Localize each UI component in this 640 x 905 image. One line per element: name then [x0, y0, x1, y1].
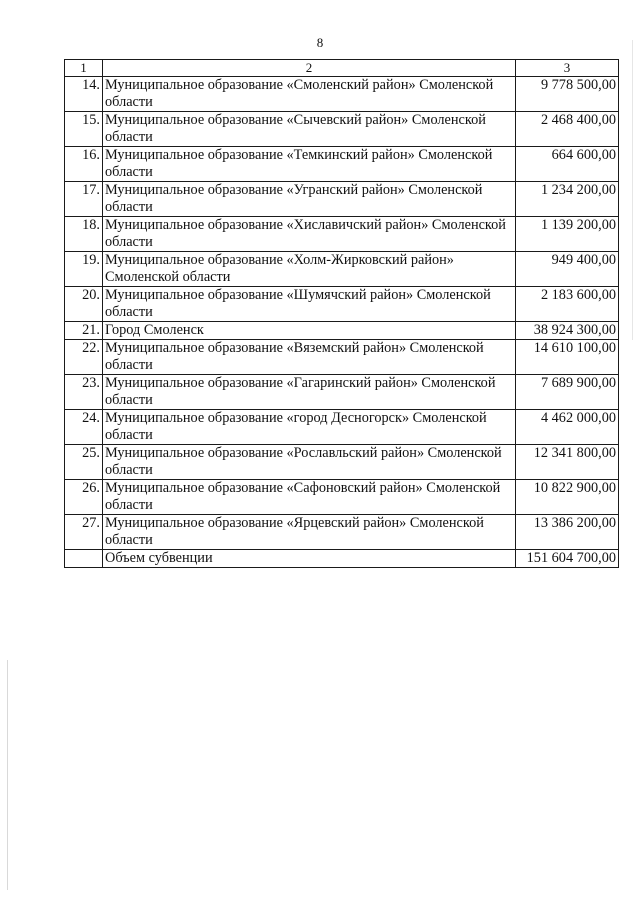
table-row	[65, 480, 619, 515]
table-row	[65, 445, 619, 480]
row-number: 21.	[65, 322, 103, 340]
row-municipality: Муниципальное образование «Ярцевский район» Смоленской области	[103, 515, 516, 550]
row-number: 27.	[65, 515, 103, 550]
row-amount: 1 139 200,00	[516, 217, 619, 252]
subsidy-table	[64, 59, 619, 568]
total-label: Объем субвенции	[103, 550, 516, 568]
total-amount: 151 604 700,00	[516, 550, 619, 568]
row-number: 22.	[65, 340, 103, 375]
row-amount: 4 462 000,00	[516, 410, 619, 445]
table-row	[65, 515, 619, 550]
scan-artifact-line	[7, 660, 8, 890]
row-number: 14.	[65, 77, 103, 112]
table-row	[65, 77, 619, 112]
table-row	[65, 322, 619, 340]
row-municipality: Муниципальное образование «Холм-Жирковский район» Смоленской области	[103, 252, 516, 287]
row-amount: 2 468 400,00	[516, 112, 619, 147]
row-amount: 1 234 200,00	[516, 182, 619, 217]
row-municipality: Муниципальное образование «Рославльский район» Смоленской области	[103, 445, 516, 480]
table-row	[65, 340, 619, 375]
row-amount: 38 924 300,00	[516, 322, 619, 340]
table-row	[65, 252, 619, 287]
row-amount: 14 610 100,00	[516, 340, 619, 375]
row-amount: 664 600,00	[516, 147, 619, 182]
row-number: 18.	[65, 217, 103, 252]
row-amount: 949 400,00	[516, 252, 619, 287]
row-municipality: Муниципальное образование «Гагаринский район» Смоленской области	[103, 375, 516, 410]
scan-artifact-line	[632, 40, 633, 340]
row-amount: 12 341 800,00	[516, 445, 619, 480]
table-row	[65, 287, 619, 322]
row-municipality: Муниципальное образование «Сычевский район» Смоленской области	[103, 112, 516, 147]
row-number: 23.	[65, 375, 103, 410]
header-row	[65, 60, 619, 77]
table-header	[65, 60, 619, 77]
row-amount: 7 689 900,00	[516, 375, 619, 410]
column-header-name: 2	[103, 60, 516, 77]
table-row	[65, 375, 619, 410]
total-number	[65, 550, 103, 568]
row-amount: 2 183 600,00	[516, 287, 619, 322]
row-number: 19.	[65, 252, 103, 287]
row-municipality: Муниципальное образование «Смоленский район» Смоленской области	[103, 77, 516, 112]
row-number: 16.	[65, 147, 103, 182]
row-number: 15.	[65, 112, 103, 147]
table-row	[65, 182, 619, 217]
table-row	[65, 217, 619, 252]
row-number: 25.	[65, 445, 103, 480]
total-row	[65, 550, 619, 568]
row-amount: 13 386 200,00	[516, 515, 619, 550]
column-header-number: 1	[65, 60, 103, 77]
row-number: 17.	[65, 182, 103, 217]
row-municipality: Город Смоленск	[103, 322, 516, 340]
column-header-amount: 3	[516, 60, 619, 77]
row-municipality: Муниципальное образование «Угранский район» Смоленской области	[103, 182, 516, 217]
row-municipality: Муниципальное образование «Темкинский район» Смоленской области	[103, 147, 516, 182]
row-municipality: Муниципальное образование «Сафоновский район» Смоленской области	[103, 480, 516, 515]
row-number: 20.	[65, 287, 103, 322]
row-amount: 9 778 500,00	[516, 77, 619, 112]
table-row	[65, 147, 619, 182]
table-row	[65, 410, 619, 445]
page-number: 8	[316, 35, 324, 50]
row-municipality: Муниципальное образование «Вяземский район» Смоленской области	[103, 340, 516, 375]
table-row	[65, 112, 619, 147]
row-municipality: Муниципальное образование «Хиславичский район» Смоленской области	[103, 217, 516, 252]
row-municipality: Муниципальное образование «город Десногорск» Смоленской области	[103, 410, 516, 445]
row-amount: 10 822 900,00	[516, 480, 619, 515]
row-municipality: Муниципальное образование «Шумячский район» Смоленской области	[103, 287, 516, 322]
row-number: 24.	[65, 410, 103, 445]
row-number: 26.	[65, 480, 103, 515]
